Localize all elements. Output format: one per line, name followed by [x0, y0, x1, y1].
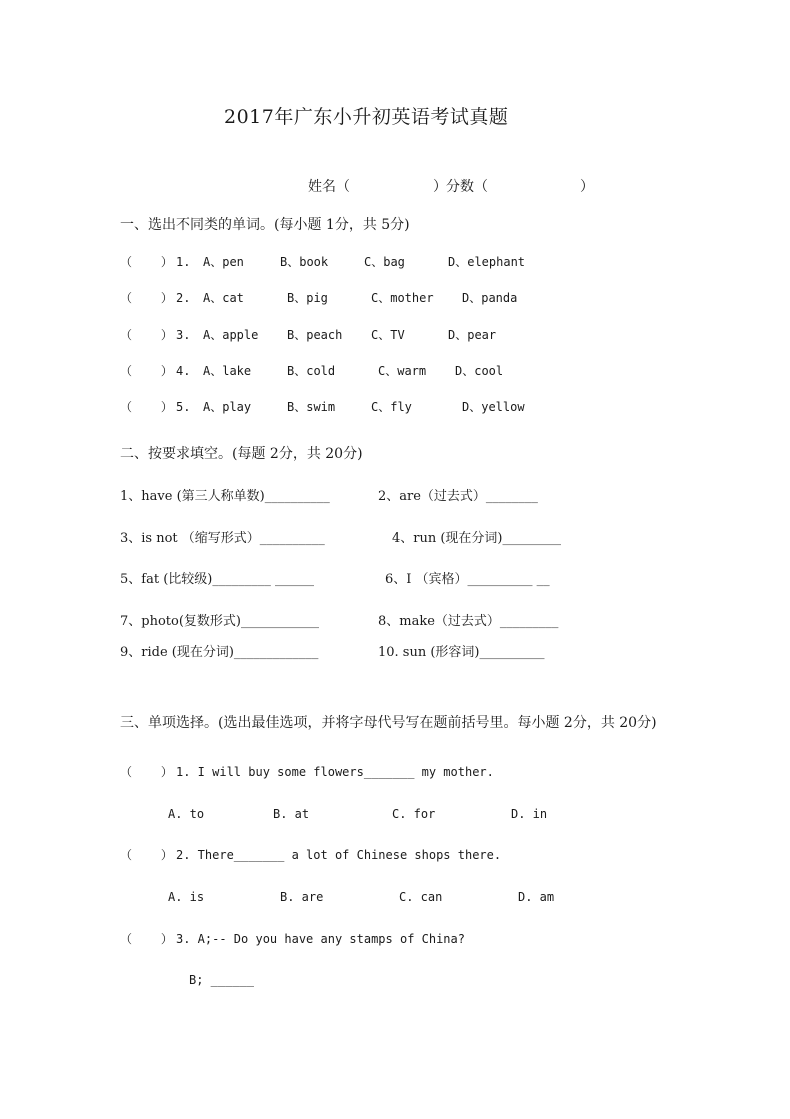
fill-item[interactable]: 2、are（过去式）________ [378, 489, 538, 504]
option-a: A、lake [203, 364, 252, 378]
option-c: C、warm [378, 364, 427, 378]
option-d: D、yellow [462, 400, 525, 414]
option-c: C. can [399, 890, 443, 904]
answer-paren[interactable]: （ ） [120, 364, 173, 378]
fill-item[interactable]: 7、photo(复数形式)____________ [120, 614, 319, 629]
fill-item[interactable]: 9、ride (现在分词)_____________ [120, 645, 319, 660]
fill-item[interactable]: 6、I （宾格）__________ __ [385, 572, 550, 587]
answer-line[interactable]: B; ______ [189, 973, 255, 987]
section1-heading: 一、选出不同类的单词。(每小题 1分，共 5分) [120, 217, 410, 233]
answer-paren[interactable]: （ ） [120, 291, 173, 305]
fill-item[interactable]: 5、fat (比较级)_________ ______ [120, 572, 314, 587]
name-close: ） [433, 179, 447, 195]
option-b: B. at [273, 807, 310, 821]
option-b: B、peach [287, 328, 343, 342]
item-number: 1. [176, 255, 191, 269]
option-d: D、panda [462, 291, 518, 305]
score-label: 分数（ [446, 179, 488, 195]
option-d: D. in [511, 807, 548, 821]
option-b: B、book [280, 255, 329, 269]
answer-paren[interactable]: （ ） [120, 328, 173, 342]
option-c: C、TV [371, 328, 405, 342]
answer-paren[interactable]: （ ） [120, 932, 173, 946]
name-label: 姓名（ [308, 179, 350, 195]
answer-paren[interactable]: （ ） [120, 848, 173, 862]
option-a: A. is [168, 890, 205, 904]
item-number: 3. [176, 328, 191, 342]
section2-heading: 二、按要求填空。(每题 2分，共 20分) [120, 446, 363, 462]
fill-item[interactable]: 3、is not （缩写形式）__________ [120, 531, 325, 546]
question-text: 3. A;-- Do you have any stamps of China? [176, 932, 465, 946]
option-d: D、elephant [448, 255, 526, 269]
fill-item[interactable]: 1、have (第三人称单数)__________ [120, 489, 330, 504]
answer-paren[interactable]: （ ） [120, 255, 173, 269]
option-b: B、cold [287, 364, 336, 378]
score-close: ） [580, 179, 594, 195]
option-c: C. for [392, 807, 436, 821]
option-d: D. am [518, 890, 555, 904]
option-b: B、pig [287, 291, 328, 305]
section3-heading: 三、单项选择。(选出最佳选项，并将字母代号写在题前括号里。每小题 2分，共 20分) [120, 715, 657, 731]
answer-paren[interactable]: （ ） [120, 400, 173, 414]
option-d: D、cool [455, 364, 504, 378]
option-d: D、pear [448, 328, 497, 342]
answer-paren[interactable]: （ ） [120, 765, 173, 779]
item-number: 2. [176, 291, 191, 305]
option-a: A、apple [203, 328, 259, 342]
item-number: 4. [176, 364, 191, 378]
fill-item[interactable]: 10. sun (形容词)__________ [378, 645, 545, 660]
option-c: C、mother [371, 291, 434, 305]
fill-item[interactable]: 4、run (现在分词)_________ [392, 531, 562, 546]
option-a: A. to [168, 807, 205, 821]
option-c: C、bag [364, 255, 405, 269]
page-title: 2017年广东小升初英语考试真题 [224, 106, 509, 128]
fill-item[interactable]: 8、make（过去式）_________ [378, 614, 559, 629]
item-number: 5. [176, 400, 191, 414]
option-c: C、fly [371, 400, 412, 414]
question-text: 2. There_______ a lot of Chinese shops there. [176, 848, 502, 862]
option-a: A、cat [203, 291, 244, 305]
option-b: B、swim [287, 400, 336, 414]
option-b: B. are [280, 890, 324, 904]
question-text: 1. I will buy some flowers_______ my mother. [176, 765, 494, 779]
option-a: A、play [203, 400, 252, 414]
option-a: A、pen [203, 255, 244, 269]
